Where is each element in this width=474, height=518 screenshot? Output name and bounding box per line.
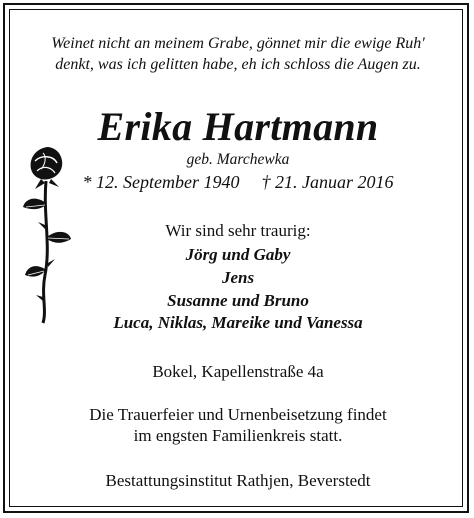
mourners-intro: Wir sind sehr traurig: [165,221,311,240]
ceremony-line-2: im engsten Familienkreis statt. [133,426,343,445]
funeral-home: Bestattungsinstitut Rathjen, Beverstedt [105,471,371,490]
mourner-name: Jens [221,268,255,287]
mourner-name: Susanne und Bruno [167,291,309,310]
birth-name: geb. Marchewka [186,151,290,168]
life-dates [5,172,471,193]
birth-date: * 12. September 1940 [82,172,240,192]
address: Bokel, Kapellenstraße 4a [152,362,324,381]
deceased-name: Erika Hartmann [97,104,379,149]
quote-line-1: Weinet nicht an meinem Grabe, gönnet mir die ewige Ruh' [51,35,425,52]
obituary-notice [3,3,469,513]
quote-line-2: denkt, was ich gelitten habe, eh ich schloss die Augen zu. [55,56,421,73]
ceremony-line-1: Die Trauerfeier und Urnenbeisetzung findet [89,405,387,424]
mourner-name: Jörg und Gaby [185,245,291,264]
mourner-name: Luca, Niklas, Mareike und Vanessa [113,313,363,332]
death-date: † 21. Januar 2016 [261,172,394,192]
